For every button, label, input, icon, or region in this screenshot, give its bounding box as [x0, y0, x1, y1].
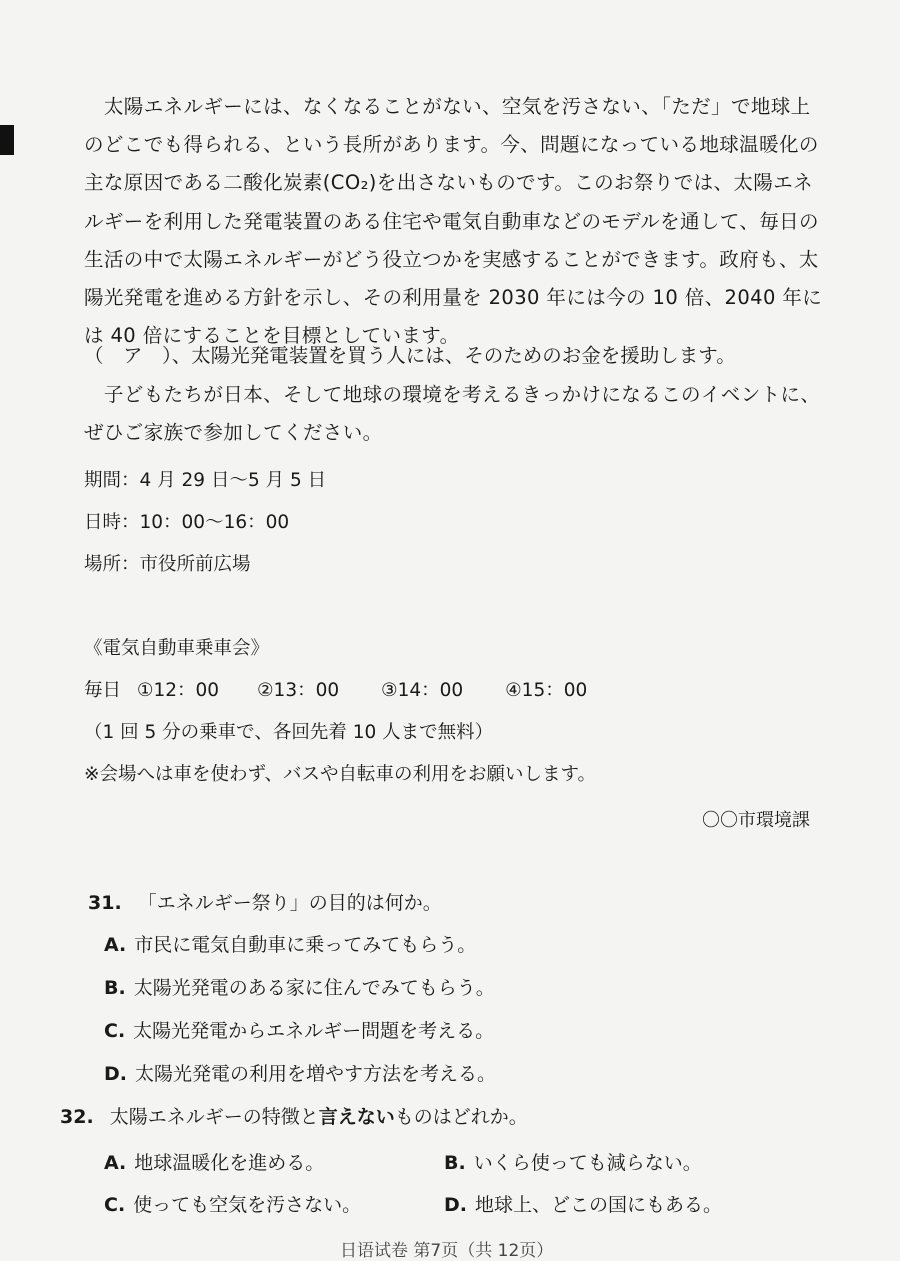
option-letter: C.: [104, 1194, 126, 1216]
option-text: 市民に電気自動車に乗ってみてもらう。: [134, 934, 477, 956]
option-text: 地球上、どこの国にもある。: [475, 1194, 723, 1216]
option-letter: B.: [104, 977, 126, 999]
option-text: 使っても空気を汚さない。: [133, 1194, 362, 1216]
q32-option-c[interactable]: [104, 1190, 361, 1217]
question-text: 「エネルギー祭り」の目的は何か。: [137, 892, 442, 914]
option-text: 太陽光発電のある家に住んでみてもらう。: [133, 977, 495, 999]
ride-slot-2: ②13：00: [256, 680, 340, 701]
event-period: 期間：4 月 29 日～5 月 5 日: [84, 470, 327, 491]
question-32: [60, 1102, 528, 1129]
ride-slot-3: ③14：00: [381, 680, 464, 701]
q32-option-a[interactable]: [104, 1148, 324, 1175]
ride-slot-4: ④15：00: [505, 680, 588, 701]
option-text: 地球温暖化を進める。: [134, 1152, 325, 1174]
passage-paragraph-2: 子どもたちが日本、そして地球の環境を考えるきっかけになるこのイベントに、ぜひご家族で参加してください。: [84, 383, 821, 445]
question-number: 32.: [60, 1106, 94, 1128]
q31-option-b[interactable]: [104, 973, 495, 1000]
option-letter: D.: [104, 1063, 127, 1085]
option-text: 太陽光発電の利用を増やす方法を考える。: [135, 1063, 497, 1085]
passage-paragraph-1: 太陽エネルギーには、なくなることがない、空気を汚さない、「ただ」で地球上のどこでも得られる、という長所があります。今、問題になっている地球温暖化の主な原因である二酸化炭素(CO₂)を出さないものです。このお祭りでは、太陽エネルギーを利用した発電装置のある住宅や電気自動車などのモデルを通して、毎日の生活の中で太陽エネルギーがどう役立つかを実感することができます。政府も、太陽光発電を進める方針を示し、その利用量を 2030 年には今の 10 倍、2040 年には 40 倍にすることを目標としています。: [84, 95, 823, 348]
option-letter: B.: [444, 1152, 466, 1174]
passage-paragraph-1-end: （ ア ）、太陽光発電装置を買う人には、そのためのお金を援助します。: [84, 344, 736, 367]
ride-notice: ※会場へは車を使わず、バスや自転車の利用をお願いします。: [84, 764, 597, 785]
event-place: 場所：市役所前広場: [84, 554, 251, 575]
signature: 〇〇市環境課: [702, 810, 810, 831]
q31-option-d[interactable]: [104, 1059, 496, 1086]
q32-option-b[interactable]: [444, 1148, 702, 1175]
option-letter: C.: [104, 1020, 126, 1042]
page-footer: 日语试卷 第7页（共 12页）: [340, 1241, 554, 1261]
question-text-post: ものはどれか。: [394, 1106, 528, 1128]
q31-option-c[interactable]: [104, 1016, 494, 1043]
question-text-pre: 太陽エネルギーの特徴と: [109, 1106, 319, 1128]
option-text: 太陽光発電からエネルギー問題を考える。: [133, 1020, 495, 1042]
option-text: いくら使っても減らない。: [473, 1152, 702, 1174]
ride-title: 《電気自動車乗車会》: [84, 638, 270, 659]
ride-daily-label: 毎日: [84, 680, 122, 701]
option-letter: D.: [444, 1194, 467, 1216]
option-letter: A.: [104, 1152, 127, 1174]
q32-option-d[interactable]: [444, 1190, 722, 1217]
question-31: [88, 888, 442, 915]
ride-slot-1: ①12：00: [136, 680, 220, 701]
ride-note: （1 回 5 分の乗車で、各回先着 10 人まで無料）: [84, 722, 494, 743]
event-time: 日時：10：00～16：00: [84, 512, 290, 533]
question-number: 31.: [88, 892, 122, 914]
question-text-emphasis: 言えない: [318, 1106, 395, 1128]
option-letter: A.: [104, 934, 127, 956]
q31-option-a[interactable]: [104, 930, 476, 957]
ride-schedule: [84, 676, 587, 702]
